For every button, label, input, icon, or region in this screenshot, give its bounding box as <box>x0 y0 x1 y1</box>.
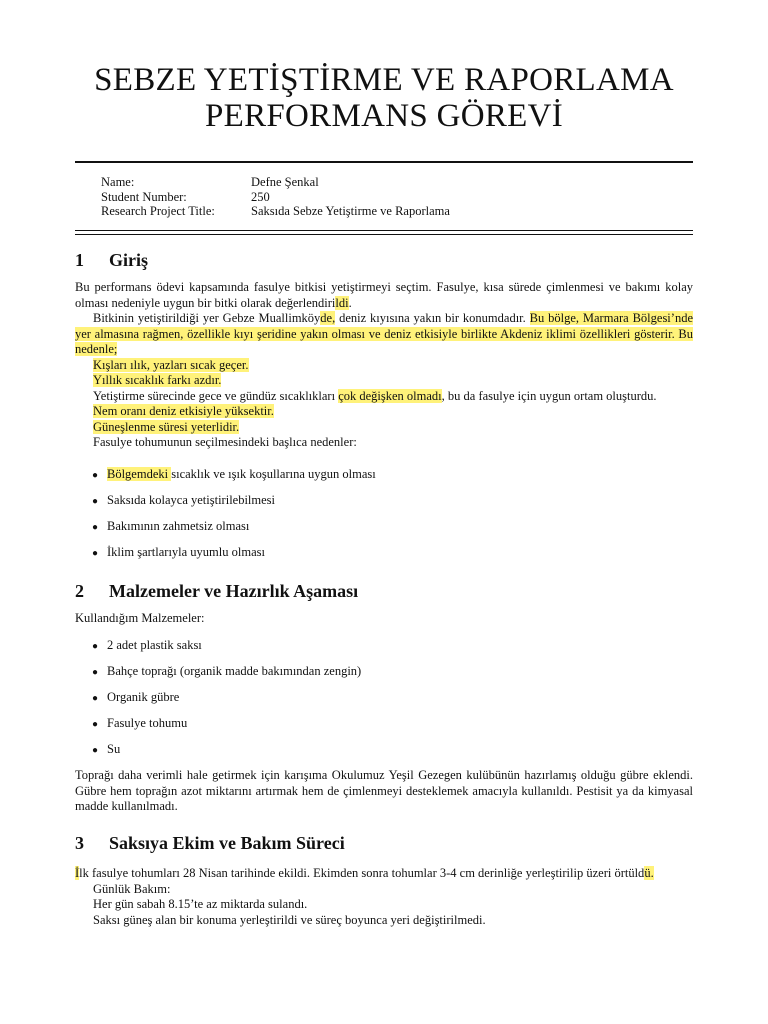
daily-care-heading: Günlük Bakım: <box>93 881 171 896</box>
section-1-number: 1 <box>75 250 84 270</box>
list-item: ● Bakımının zahmetsiz olması <box>92 519 250 533</box>
materials-intro: Kullandığım Malzemeler: <box>75 611 205 625</box>
list-item: ● 2 adet plastik saksı <box>92 638 202 652</box>
climate-line-1: Kışları ılık, yazları sıcak geçer. <box>93 357 249 372</box>
list-item: ● Organik gübre <box>92 690 180 704</box>
section-2-heading <box>75 581 358 602</box>
list-item: ● Bahçe toprağı (organik madde bakımından zengin) <box>92 664 362 678</box>
title-line-1: SEBZE YETİŞTİRME VE RAPORLAMA <box>94 62 674 98</box>
section-1-body <box>75 280 693 451</box>
section-2-title: Malzemeler ve Hazırlık Aşaması <box>109 581 359 601</box>
student-number-label: Student Number: <box>101 189 187 204</box>
reasons-intro: Fasulye tohumunun seçilmesindeki başlıca nedenler: <box>93 435 357 449</box>
project-title-value: Saksıda Sebze Yetiştirme ve Raporlama <box>251 204 450 218</box>
watering-line: Her gün sabah 8.15’te az miktarda sulandı. <box>93 897 308 911</box>
location-paragraph: Bitkinin yetiştirildiği yer Gebze Muallimköyde, deniz kıyısına yakın bir konumdadır. Bu bölge, Marmara Bölgesi’nde yer almasına rağmen, özellikle kıyı şeridine yakın olması ve deniz etkisiyle birlikte Akdeniz iklimi özellikleri gösterir. Bu nedenle; <box>75 311 693 356</box>
name-value: Defne Şenkal <box>251 175 319 189</box>
list-item: ● İklim şartlarıyla uyumlu olması <box>92 545 265 559</box>
header-rule-top <box>75 161 693 163</box>
list-item: ● Saksıda kolayca yetiştirilebilmesi <box>92 493 276 507</box>
fertilizer-paragraph: Toprağı daha verimli hale getirmek için karışıma Okulumuz Yeşil Gezegen kulübünün hazırlamış olduğu gübre eklendi. Gübre hem toprağın azot miktarını artırmak hem de çimlenmeyi desteklemek amacıyla kullanıldı. Pestisit ya da kimyasal madde kullanılmadı. <box>75 768 693 813</box>
planting-paragraph: İlk fasulye tohumları 28 Nisan tarihinde ekildi. Ekimden sonra tohumlar 3-4 cm derinliğe yerleştirilip üzeri örtüldü. <box>75 866 654 880</box>
name-label: Name: <box>101 175 135 189</box>
list-item: ● Fasulye tohumu <box>92 716 188 730</box>
header-rule-bottom-2 <box>75 234 693 235</box>
section-1-heading <box>75 250 148 271</box>
title-line-2: PERFORMANS GÖREVİ <box>204 98 564 134</box>
intro-paragraph: Bu performans ödevi kapsamında fasulye bitkisi yetiştirmeyi seçtim. Fasulye, kısa sürede çimlenmesi ve bakımı kolay olması nedeniyle uygun bir bitki olarak değerlendirildi. <box>75 280 693 310</box>
student-info <box>101 175 450 219</box>
header-rule-bottom-1 <box>75 230 693 231</box>
temperature-paragraph: Yetiştirme sürecinde gece ve gündüz sıcaklıkları çok değişken olmadı, bu da fasulye için uygun ortam oluşturdu. <box>93 388 657 403</box>
project-title-label: Research Project Title: <box>101 204 215 218</box>
list-item: ● Bölgemdeki sıcaklık ve ışık koşullarına uygun olması <box>92 467 376 481</box>
humidity-line: Nem oranı deniz etkisiyle yüksektir. <box>93 404 274 418</box>
sunlight-line: Güneşlenme süresi yeterlidir. <box>93 419 240 434</box>
climate-line-2: Yıllık sıcaklık farkı azdır. <box>93 373 222 387</box>
section-3-body <box>75 866 693 928</box>
list-item: ● Su <box>92 742 121 756</box>
section-3-number: 3 <box>75 833 84 853</box>
section-1-title: Giriş <box>109 250 148 270</box>
student-number-value: 250 <box>251 189 270 204</box>
document-title <box>60 62 708 134</box>
section-3-heading <box>75 833 345 854</box>
placement-line: Saksı güneş alan bir konuma yerleştirildi ve süreç boyunca yeri değiştirilmedi. <box>93 912 486 927</box>
section-2-number: 2 <box>75 581 84 601</box>
section-3-title: Saksıya Ekim ve Bakım Süreci <box>109 833 345 853</box>
